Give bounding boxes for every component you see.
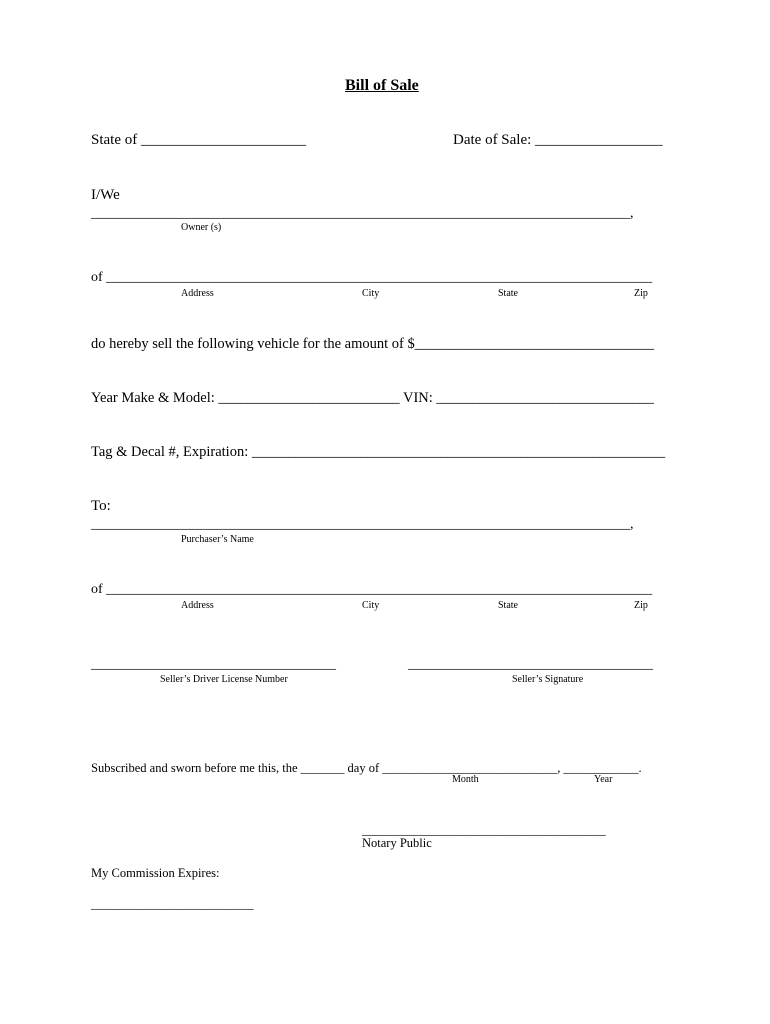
year-caption: Year	[594, 774, 613, 785]
seller-signature-field: ___________________________________	[408, 657, 653, 672]
seller-signature-caption: Seller’s Signature	[512, 674, 584, 685]
owner-address-caption: Address	[181, 288, 214, 299]
notary-signature-field: _______________________________________	[362, 823, 606, 837]
amount-field: do hereby sell the following vehicle for the amount of $_________________________________	[91, 336, 654, 352]
owner-state-caption: State	[498, 288, 518, 299]
owner-caption: Owner (s)	[181, 222, 222, 233]
purchaser-address-caption: Address	[181, 600, 214, 611]
commission-expires-label: My Commission Expires:	[91, 866, 220, 880]
tag-decal-expiration-field: Tag & Decal #, Expiration: _________________________________________________________	[91, 444, 666, 460]
date-of-sale-field: Date of Sale: _________________	[453, 132, 663, 148]
purchaser-address-field: of ______________________________________________________________________________	[91, 582, 653, 597]
driver-license-field: ___________________________________	[91, 657, 336, 672]
purchaser-state-caption: State	[498, 600, 518, 611]
iwe-label: I/We	[91, 187, 120, 203]
driver-license-caption: Seller’s Driver License Number	[160, 674, 288, 685]
commission-expires-field: __________________________	[91, 897, 254, 911]
owner-city-caption: City	[362, 288, 380, 299]
year-make-model-vin-field: Year Make & Model: _________________________ VIN: ______________________________	[91, 390, 654, 406]
month-caption: Month	[452, 774, 479, 785]
page-title: Bill of Sale	[345, 77, 419, 94]
owner-zip-caption: Zip	[634, 288, 648, 299]
purchaser-zip-caption: Zip	[634, 600, 648, 611]
owner-address-field: of ______________________________________________________________________________	[91, 270, 653, 285]
to-label: To:	[91, 498, 111, 514]
notary-public-label: Notary Public	[362, 836, 432, 850]
purchaser-city-caption: City	[362, 600, 380, 611]
owner-field: _____________________________________________________________________________,	[91, 206, 634, 221]
purchaser-caption: Purchaser’s Name	[181, 534, 254, 545]
sworn-statement-field: Subscribed and sworn before me this, the _______ day of ____________________________, ____________.	[91, 761, 642, 775]
state-of-field: State of ______________________	[91, 132, 306, 148]
purchaser-field: _____________________________________________________________________________,	[91, 517, 634, 532]
